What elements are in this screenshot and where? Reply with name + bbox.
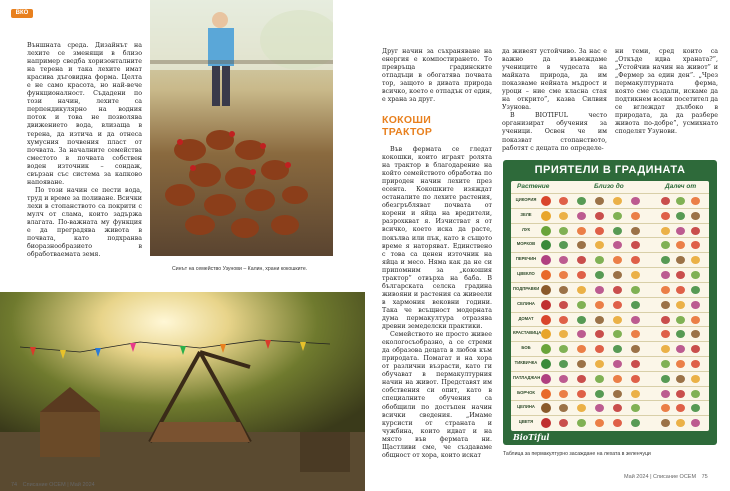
companion-icon: [613, 404, 622, 412]
plant-icon: [541, 329, 551, 339]
table-row: [511, 326, 709, 341]
table-row: [511, 400, 709, 415]
antagonist-icon: [691, 375, 700, 383]
antagonist-icon: [691, 419, 700, 427]
right-page-number: 75: [701, 474, 708, 480]
heading-line-2: ТРАКТОР: [382, 126, 433, 138]
companion-icon: [631, 227, 640, 235]
companion-icon: [577, 241, 586, 249]
companion-icon: [559, 301, 568, 309]
companion-icon: [559, 271, 568, 279]
left-page-number: 74: [11, 482, 18, 488]
compost-paragraph: Друг начин за съхраняване на енергия е компостирането. То превръща градинските отпадъци в обогатява почвата тор, защото в дивата природа всичко, което е отпадък от един, е храна за друг.: [382, 48, 492, 104]
row-plant-label: ЦВЕКЛО: [517, 271, 535, 277]
companion-icon: [559, 256, 568, 264]
antagonist-icon: [676, 390, 685, 398]
topics-paragraph: ни теми, сред които са „Откъде идва храната?”, „Устойчив начин на живот” и „Фермер за един ден”. „Чрез пермакултурната ферма, която сме създали, искаме да подтикнем всеки посетител да се вглеждат дълбоко в природата, да да разбере живота по-добре”, усмихнато споделят Узунови.: [615, 48, 719, 136]
antagonist-icon: [676, 375, 685, 383]
companion-icon: [631, 241, 640, 249]
companion-icon: [631, 360, 640, 368]
right-col-1-body: [382, 146, 492, 460]
companion-icon: [595, 227, 604, 235]
antagonist-icon: [661, 212, 670, 220]
companion-icon: [577, 256, 586, 264]
antagonist-icon: [676, 286, 685, 294]
row-plant-label: БОРЧОК: [517, 389, 535, 395]
col-header-far: Далеч от: [665, 183, 697, 190]
companion-icon: [595, 256, 604, 264]
companion-icon: [595, 271, 604, 279]
companion-icon: [559, 390, 568, 398]
plant-icon: [541, 403, 551, 413]
companion-icon: [577, 271, 586, 279]
antagonist-icon: [661, 390, 670, 398]
companion-icon: [613, 360, 622, 368]
table-row: [511, 356, 709, 371]
antagonist-icon: [691, 241, 700, 249]
row-plant-label: ДОМАТ: [518, 315, 534, 321]
row-plant-label: ЦВЕТЯ: [518, 419, 534, 425]
antagonist-icon: [661, 375, 670, 383]
row-plant-label: МОРКОВ: [516, 241, 536, 247]
plant-icon: [541, 196, 551, 206]
row-plant-label: ПОДПРАВКИ: [513, 285, 540, 291]
companion-icon: [631, 286, 640, 294]
table-row: [511, 341, 709, 356]
companion-icon: [613, 419, 622, 427]
education-paragraph: Семейството не просто живее екологосъобразно, а се стреми да образова децата в любов към природата. Помагат и на хора от различни възрасти, като ги обучават в пермакултурния начин на живот. Представят им собствения си опит, като в специалните обучения са обобщили по достъпен начин всички сведения. „Имаме курсисти от страната и чужбина, които идват и на място във фермата ни. Щастливи сме, че създаваме общност от хора, които искат: [382, 331, 492, 459]
antagonist-icon: [661, 330, 670, 338]
companion-icon: [559, 375, 568, 383]
companion-icon: [595, 286, 604, 294]
antagonist-icon: [691, 286, 700, 294]
companion-icon: [595, 390, 604, 398]
plant-icon: [541, 240, 551, 250]
antagonist-icon: [676, 241, 685, 249]
antagonist-icon: [691, 256, 700, 264]
companion-icon: [559, 345, 568, 353]
plant-icon: [541, 255, 551, 265]
companion-icon: [595, 212, 604, 220]
companion-icon: [577, 330, 586, 338]
col-header-near: Близо до: [594, 183, 624, 190]
antagonist-icon: [676, 345, 685, 353]
companion-icon: [577, 286, 586, 294]
companion-icon: [595, 241, 604, 249]
col-header-plant: Растение: [517, 183, 550, 190]
table-row: [511, 297, 709, 312]
companion-icon: [613, 330, 622, 338]
companion-icon: [559, 419, 568, 427]
biotiful-training-paragraph: В BIOTIFUL често организират обучения за ученици. Освен че им показват стопанството, работят с децата по определе-: [502, 112, 607, 152]
table-row: [511, 267, 709, 282]
antagonist-icon: [691, 316, 700, 324]
table-row: [511, 282, 709, 297]
companion-icon: [577, 375, 586, 383]
antagonist-icon: [691, 197, 700, 205]
chicken-tractor-paragraph: Във фермата се гледат кокошки, които играят ролята на трактор в благодарение на който семейството обработва по природен начин лехите през есента. Кокошките изяждат останалите по лехите растения, обезгръбляват почвата от корени и яйца на вредители, разрохкват я. Изчистват я от всичко, което иска да расте, покълва или пък, като в същото време я наторяват. Единствено с това са ценен източник на яйца и месо. Няма как да не си припомним за „кокошия трактор” отвърха на баба. В българската селска градина живояни и растения са живеели в хармония вековни години. Така че всъщност модерната дума пермакултура отразява древни земеделски практики.: [382, 146, 492, 331]
companion-icon: [577, 390, 586, 398]
plant-icon: [541, 418, 551, 428]
plant-icon: [541, 344, 551, 354]
table-row: [511, 208, 709, 223]
table-title: ПРИЯТЕЛИ В ГРАДИНАТА: [534, 164, 686, 176]
companion-icon: [577, 316, 586, 324]
plant-icon: [541, 211, 551, 221]
table-caption: Таблица за пермакултурно засаждане на лехата в зеленчуци: [503, 451, 651, 457]
antagonist-icon: [676, 197, 685, 205]
antagonist-icon: [691, 330, 700, 338]
companion-icon: [613, 256, 622, 264]
antagonist-icon: [691, 390, 700, 398]
playground-photo: [0, 292, 365, 491]
companion-icon: [559, 286, 568, 294]
companion-icon: [631, 301, 640, 309]
antagonist-icon: [661, 227, 670, 235]
antagonist-icon: [661, 301, 670, 309]
plant-icon: [541, 285, 551, 295]
table-row: [511, 312, 709, 327]
row-plant-label: ЦЕЛИНА: [517, 404, 535, 410]
companion-icon: [631, 404, 640, 412]
row-plant-label: ТИКВИЧКА: [514, 359, 538, 365]
left-paragraph-2: По този начин се пести вода, труд и време за поливане. Всички лехи в стопанството са покрити с мулч от слама, които задържа влагата. По-важната му функция е да преградява живота в почвата, като подхранва биоразнообразието в обработваемата земя.: [27, 186, 142, 259]
antagonist-icon: [676, 316, 685, 324]
heading-line-1: КОКОШИ: [382, 114, 432, 126]
antagonist-icon: [691, 360, 700, 368]
table-row: [511, 223, 709, 238]
companion-icon: [613, 390, 622, 398]
row-plant-label: СЕЛИНА: [517, 300, 535, 306]
plant-icon: [541, 359, 551, 369]
antagonist-icon: [661, 241, 670, 249]
companion-icon: [631, 419, 640, 427]
plant-icon: [541, 300, 551, 310]
companion-icon: [613, 241, 622, 249]
companion-icon: [631, 271, 640, 279]
antagonist-icon: [661, 271, 670, 279]
table-logo: BioTiful: [513, 432, 550, 442]
row-plant-label: ЗЕЛЕ: [520, 211, 532, 217]
antagonist-icon: [676, 330, 685, 338]
companion-icon: [631, 330, 640, 338]
row-plant-label: ПАТЛАДЖАН: [513, 374, 541, 380]
table-row: [511, 371, 709, 386]
section-heading: [382, 114, 492, 138]
table-body: [511, 181, 709, 431]
companion-icon: [631, 375, 640, 383]
companion-icon: [631, 390, 640, 398]
row-plant-label: КРАСТАВИЦА: [513, 330, 542, 336]
companion-icon: [577, 197, 586, 205]
companion-icon: [595, 375, 604, 383]
companion-icon: [577, 212, 586, 220]
left-footer: [11, 482, 95, 488]
left-footer-text: Списание ОСЕМ | Май 2024: [22, 482, 95, 488]
section-tag: ВКО: [11, 9, 33, 18]
antagonist-icon: [691, 404, 700, 412]
companion-icon: [595, 301, 604, 309]
companion-icon: [595, 330, 604, 338]
antagonist-icon: [676, 301, 685, 309]
antagonist-icon: [676, 404, 685, 412]
companion-icon: [595, 345, 604, 353]
companion-icon: [559, 197, 568, 205]
companion-icon: [595, 197, 604, 205]
chicken-photo: [150, 0, 333, 256]
companion-icon: [559, 404, 568, 412]
companion-icon: [559, 212, 568, 220]
companion-icon: [559, 330, 568, 338]
companion-icon: [613, 227, 622, 235]
antagonist-icon: [676, 419, 685, 427]
companion-planting-table: [503, 160, 717, 445]
companion-icon: [613, 301, 622, 309]
left-text-column: [27, 42, 142, 259]
antagonist-icon: [661, 316, 670, 324]
companion-icon: [577, 227, 586, 235]
antagonist-icon: [691, 345, 700, 353]
antagonist-icon: [676, 212, 685, 220]
companion-icon: [577, 419, 586, 427]
companion-icon: [631, 316, 640, 324]
plant-icon: [541, 270, 551, 280]
companion-icon: [613, 197, 622, 205]
companion-icon: [631, 256, 640, 264]
antagonist-icon: [676, 360, 685, 368]
companion-icon: [631, 197, 640, 205]
companion-icon: [613, 286, 622, 294]
right-footer-text: Май 2024 | Списание ОСЕМ: [624, 474, 697, 480]
antagonist-icon: [661, 419, 670, 427]
row-plant-label: БОБ: [521, 345, 531, 351]
antagonist-icon: [676, 271, 685, 279]
companion-icon: [559, 227, 568, 235]
table-row: [511, 193, 709, 208]
right-col-3-top: [615, 48, 718, 137]
antagonist-icon: [661, 256, 670, 264]
companion-icon: [577, 301, 586, 309]
antagonist-icon: [661, 404, 670, 412]
plant-icon: [541, 374, 551, 384]
companion-icon: [613, 271, 622, 279]
companion-icon: [631, 212, 640, 220]
table-row: [511, 237, 709, 252]
companion-icon: [613, 212, 622, 220]
left-paragraph-1: Външната среда. Дизайнът на лехите се зменящи в близо например сведба хоризонталните на терена и така лехите имат красива дъговидна форма. Целта е не само красота, но най-вече функционалност. Съдадени по този начин, лехите са перпендикулярно на водния поток и това не позволява движението вода, влизаща в терена, да изтича и да отнеса хумусния почвения пласт от почвата. За началните семейства сместото в почвата собствен воден източник – сондаж, свързан със система за капково напояване.: [27, 42, 142, 186]
companion-icon: [577, 404, 586, 412]
left-photo-caption: Синът на семейство Узунови – Калин, храни кокошките.: [172, 266, 308, 272]
companion-icon: [613, 375, 622, 383]
row-plant-label: ПЕРЕЧИН: [515, 256, 537, 262]
companion-icon: [559, 241, 568, 249]
plant-icon: [541, 315, 551, 325]
plant-icon: [541, 389, 551, 399]
antagonist-icon: [691, 271, 700, 279]
row-plant-label: ЦИКОРИЯ: [515, 197, 537, 202]
antagonist-icon: [676, 256, 685, 264]
row-plant-label: ЛУК: [521, 226, 531, 232]
antagonist-icon: [676, 227, 685, 235]
quote-continuation: да живеят устойчиво. За нас е важно да въвеждаме учениците в чудесата на майката природа, да им показваме нейната мъдрост и уроци – ние сме класна стая на открито”, казва Силвия Узунова.: [502, 48, 607, 112]
companion-icon: [595, 404, 604, 412]
antagonist-icon: [661, 345, 670, 353]
plant-icon: [541, 226, 551, 236]
companion-icon: [613, 345, 622, 353]
right-col-1-top: [382, 48, 492, 104]
antagonist-icon: [661, 197, 670, 205]
companion-icon: [595, 419, 604, 427]
right-col-2-top: [502, 48, 607, 153]
antagonist-icon: [661, 360, 670, 368]
antagonist-icon: [691, 212, 700, 220]
table-row: [511, 386, 709, 401]
antagonist-icon: [691, 301, 700, 309]
companion-icon: [613, 316, 622, 324]
table-row: [511, 252, 709, 267]
companion-icon: [559, 360, 568, 368]
companion-icon: [595, 360, 604, 368]
companion-icon: [577, 360, 586, 368]
antagonist-icon: [691, 227, 700, 235]
companion-icon: [631, 345, 640, 353]
companion-icon: [577, 345, 586, 353]
companion-icon: [595, 316, 604, 324]
table-row: [511, 415, 709, 430]
right-footer: [624, 474, 708, 480]
companion-icon: [559, 316, 568, 324]
antagonist-icon: [661, 286, 670, 294]
